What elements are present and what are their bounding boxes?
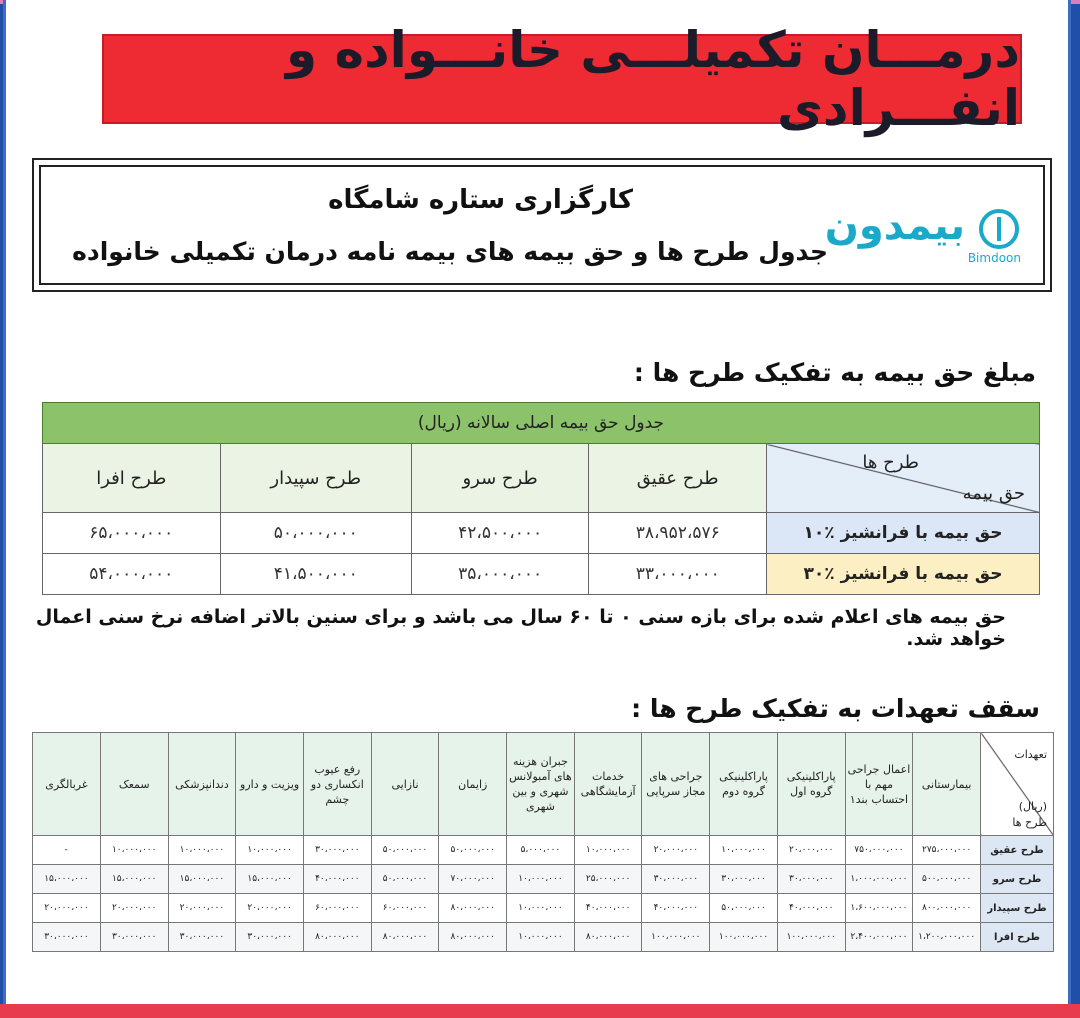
coverage-value: ۱۰،۰۰۰،۰۰۰: [236, 836, 304, 865]
coverage-column-header: رفع عیوب انکساری دو چشم: [303, 733, 371, 836]
coverage-value: ۸۰،۰۰۰،۰۰۰: [574, 923, 642, 952]
coverage-value: ۷۰،۰۰۰،۰۰۰: [439, 865, 507, 894]
premium-value: ۴۱،۵۰۰،۰۰۰: [220, 554, 411, 595]
coverage-column-header: دندانپزشکی: [168, 733, 236, 836]
coverage-value: -: [33, 836, 101, 865]
coverage-value: ۱۰،۰۰۰،۰۰۰: [100, 836, 168, 865]
table-row: [43, 554, 1040, 595]
coverage-value: ۲۵،۰۰۰،۰۰۰: [574, 865, 642, 894]
coverage-value: ۳۰،۰۰۰،۰۰۰: [168, 923, 236, 952]
coverage-value: ۲۰،۰۰۰،۰۰۰: [33, 894, 101, 923]
coverage-value: ۵۰،۰۰۰،۰۰۰: [710, 894, 778, 923]
coverage-value: ۱۰۰،۰۰۰،۰۰۰: [777, 923, 845, 952]
bimdoon-logo: [824, 203, 1023, 273]
bimdoon-logo-icon: [979, 209, 1019, 249]
coverage-value: ۱،۶۰۰،۰۰۰،۰۰۰: [845, 894, 913, 923]
coverage-value: ۱۰۰،۰۰۰،۰۰۰: [642, 923, 710, 952]
coverage-value: ۱،۰۰۰،۰۰۰،۰۰۰: [845, 865, 913, 894]
coverage-value: ۵،۰۰۰،۰۰۰: [507, 836, 575, 865]
coverage-value: ۸۰،۰۰۰،۰۰۰: [303, 923, 371, 952]
plan-header: طرح سپیدار: [220, 444, 411, 513]
logo-latin: Bimdoon: [967, 251, 1021, 265]
document-subtitle: جدول طرح ها و حق بیمه های بیمه نامه درمان تکمیلی خانواده: [72, 237, 828, 266]
coverage-table: [32, 732, 1054, 952]
coverage-column-header: اعمال جراحی مهم با احتساب بند۱: [845, 733, 913, 836]
coverage-section-heading: سقف تعهدات به تفکیک طرح ها :: [631, 694, 1040, 723]
corner-obligations-label: تعهدات: [1014, 748, 1047, 761]
coverage-value: ۶۰،۰۰۰،۰۰۰: [371, 894, 439, 923]
plan-header: طرح سرو: [411, 444, 589, 513]
coverage-column-header: جبران هزینه های آمبولانس شهری و بین شهری: [507, 733, 575, 836]
premium-table-caption: جدول حق بیمه اصلی سالانه (ریال): [43, 403, 1040, 444]
coverage-column-header: پاراکلینیکی گروه دوم: [710, 733, 778, 836]
premium-table: [42, 402, 1040, 595]
plan-header: طرح افرا: [43, 444, 221, 513]
coverage-value: ۸۰،۰۰۰،۰۰۰: [439, 923, 507, 952]
table-row: [33, 894, 1054, 923]
coverage-value: ۱۰،۰۰۰،۰۰۰: [168, 836, 236, 865]
coverage-value: ۵۰،۰۰۰،۰۰۰: [439, 836, 507, 865]
coverage-value: ۱۰،۰۰۰،۰۰۰: [710, 836, 778, 865]
coverage-value: ۴۰،۰۰۰،۰۰۰: [642, 894, 710, 923]
header-inner-frame: [39, 165, 1045, 285]
coverage-value: ۸۰،۰۰۰،۰۰۰: [371, 923, 439, 952]
coverage-value: ۳۰،۰۰۰،۰۰۰: [642, 865, 710, 894]
coverage-value: ۲۰،۰۰۰،۰۰۰: [236, 894, 304, 923]
banner-title: درمـــان تکمیلـــی خانـــواده و انفـــرادی: [286, 21, 1020, 137]
coverage-value: ۸۰۰،۰۰۰،۰۰۰: [913, 894, 981, 923]
coverage-column-header: جراحی های مجاز سرپایی: [642, 733, 710, 836]
coverage-value: ۳۰،۰۰۰،۰۰۰: [33, 923, 101, 952]
premium-value: ۳۳،۰۰۰،۰۰۰: [589, 554, 767, 595]
table-row: [43, 513, 1040, 554]
coverage-column-header: بیمارستانی: [913, 733, 981, 836]
coverage-value: ۱۰،۰۰۰،۰۰۰: [507, 923, 575, 952]
coverage-value: ۱۰۰،۰۰۰،۰۰۰: [710, 923, 778, 952]
coverage-value: ۱۰،۰۰۰،۰۰۰: [507, 894, 575, 923]
coverage-value: ۲،۴۰۰،۰۰۰،۰۰۰: [845, 923, 913, 952]
coverage-value: ۵۰،۰۰۰،۰۰۰: [371, 865, 439, 894]
coverage-value: ۱۵،۰۰۰،۰۰۰: [100, 865, 168, 894]
coverage-value: ۵۰۰،۰۰۰،۰۰۰: [913, 865, 981, 894]
table-row: [33, 923, 1054, 952]
bottom-band: [0, 1004, 1080, 1018]
coverage-column-header: پاراکلینیکی گروه اول: [777, 733, 845, 836]
coverage-value: ۳۰،۰۰۰،۰۰۰: [777, 865, 845, 894]
coverage-value: ۱،۲۰۰،۰۰۰،۰۰۰: [913, 923, 981, 952]
coverage-column-header: خدمات آزمایشگاهی: [574, 733, 642, 836]
corner-plans-label: طرح ها: [862, 452, 919, 473]
premium-value: ۳۵،۰۰۰،۰۰۰: [411, 554, 589, 595]
coverage-value: ۳۰،۰۰۰،۰۰۰: [100, 923, 168, 952]
coverage-value: ۷۵۰،۰۰۰،۰۰۰: [845, 836, 913, 865]
logo-text: بیمدون: [824, 203, 965, 249]
coverage-value: ۲۰،۰۰۰،۰۰۰: [168, 894, 236, 923]
header-box: [32, 158, 1052, 292]
table-row: [33, 865, 1054, 894]
premium-value: ۵۰،۰۰۰،۰۰۰: [220, 513, 411, 554]
document-sheet: [6, 0, 1068, 1004]
agency-name: کارگزاری ستاره شامگاه: [328, 185, 633, 215]
corner-plans-label: طرح ها: [1012, 816, 1047, 829]
coverage-value: ۵۰،۰۰۰،۰۰۰: [371, 836, 439, 865]
coverage-value: ۳۰،۰۰۰،۰۰۰: [236, 923, 304, 952]
coverage-column-header: نازایی: [371, 733, 439, 836]
coverage-plan-name: طرح افرا: [981, 923, 1054, 952]
premium-corner-cell: [767, 444, 1040, 513]
premium-value: ۴۲،۵۰۰،۰۰۰: [411, 513, 589, 554]
coverage-column-header: زایمان: [439, 733, 507, 836]
row-label: حق بیمه با فرانشیز ٪۳۰: [767, 554, 1040, 595]
corner-currency-label: (ریال): [1018, 800, 1047, 813]
premium-value: ۵۴،۰۰۰،۰۰۰: [43, 554, 221, 595]
coverage-value: ۱۵،۰۰۰،۰۰۰: [33, 865, 101, 894]
coverage-value: ۳۰،۰۰۰،۰۰۰: [303, 836, 371, 865]
premium-value: ۳۸،۹۵۲،۵۷۶: [589, 513, 767, 554]
age-range-note: حق بیمه های اعلام شده برای بازه سنی ۰ تا ۶۰ سال می باشد و برای سنین بالاتر اضافه نرخ سنی اعمال خواهد شد.: [35, 606, 1006, 650]
coverage-plan-name: طرح سپیدار: [981, 894, 1054, 923]
coverage-value: ۱۵،۰۰۰،۰۰۰: [168, 865, 236, 894]
table-row: [33, 836, 1054, 865]
premium-value: ۶۵،۰۰۰،۰۰۰: [43, 513, 221, 554]
coverage-plan-name: طرح سرو: [981, 865, 1054, 894]
coverage-value: ۴۰،۰۰۰،۰۰۰: [777, 894, 845, 923]
coverage-value: ۱۰،۰۰۰،۰۰۰: [507, 865, 575, 894]
coverage-value: ۸۰،۰۰۰،۰۰۰: [439, 894, 507, 923]
coverage-plan-name: طرح عقیق: [981, 836, 1054, 865]
coverage-value: ۲۰،۰۰۰،۰۰۰: [100, 894, 168, 923]
coverage-value: ۲۷۵،۰۰۰،۰۰۰: [913, 836, 981, 865]
coverage-column-header: ویزیت و دارو: [236, 733, 304, 836]
corner-premium-label: حق بیمه: [962, 483, 1025, 504]
coverage-column-header: سمعک: [100, 733, 168, 836]
coverage-column-header: غربالگری: [33, 733, 101, 836]
coverage-value: ۶۰،۰۰۰،۰۰۰: [303, 894, 371, 923]
title-banner: [102, 21, 1022, 137]
coverage-value: ۴۰،۰۰۰،۰۰۰: [574, 894, 642, 923]
coverage-value: ۲۰،۰۰۰،۰۰۰: [642, 836, 710, 865]
plan-header: طرح عقیق: [589, 444, 767, 513]
coverage-value: ۲۰،۰۰۰،۰۰۰: [777, 836, 845, 865]
premium-section-heading: مبلغ حق بیمه به تفکیک طرح ها :: [633, 358, 1036, 387]
coverage-value: ۳۰،۰۰۰،۰۰۰: [710, 865, 778, 894]
coverage-value: ۱۰،۰۰۰،۰۰۰: [574, 836, 642, 865]
row-label: حق بیمه با فرانشیز ٪۱۰: [767, 513, 1040, 554]
coverage-corner-cell: [981, 733, 1054, 836]
coverage-value: ۴۰،۰۰۰،۰۰۰: [303, 865, 371, 894]
coverage-value: ۱۵،۰۰۰،۰۰۰: [236, 865, 304, 894]
